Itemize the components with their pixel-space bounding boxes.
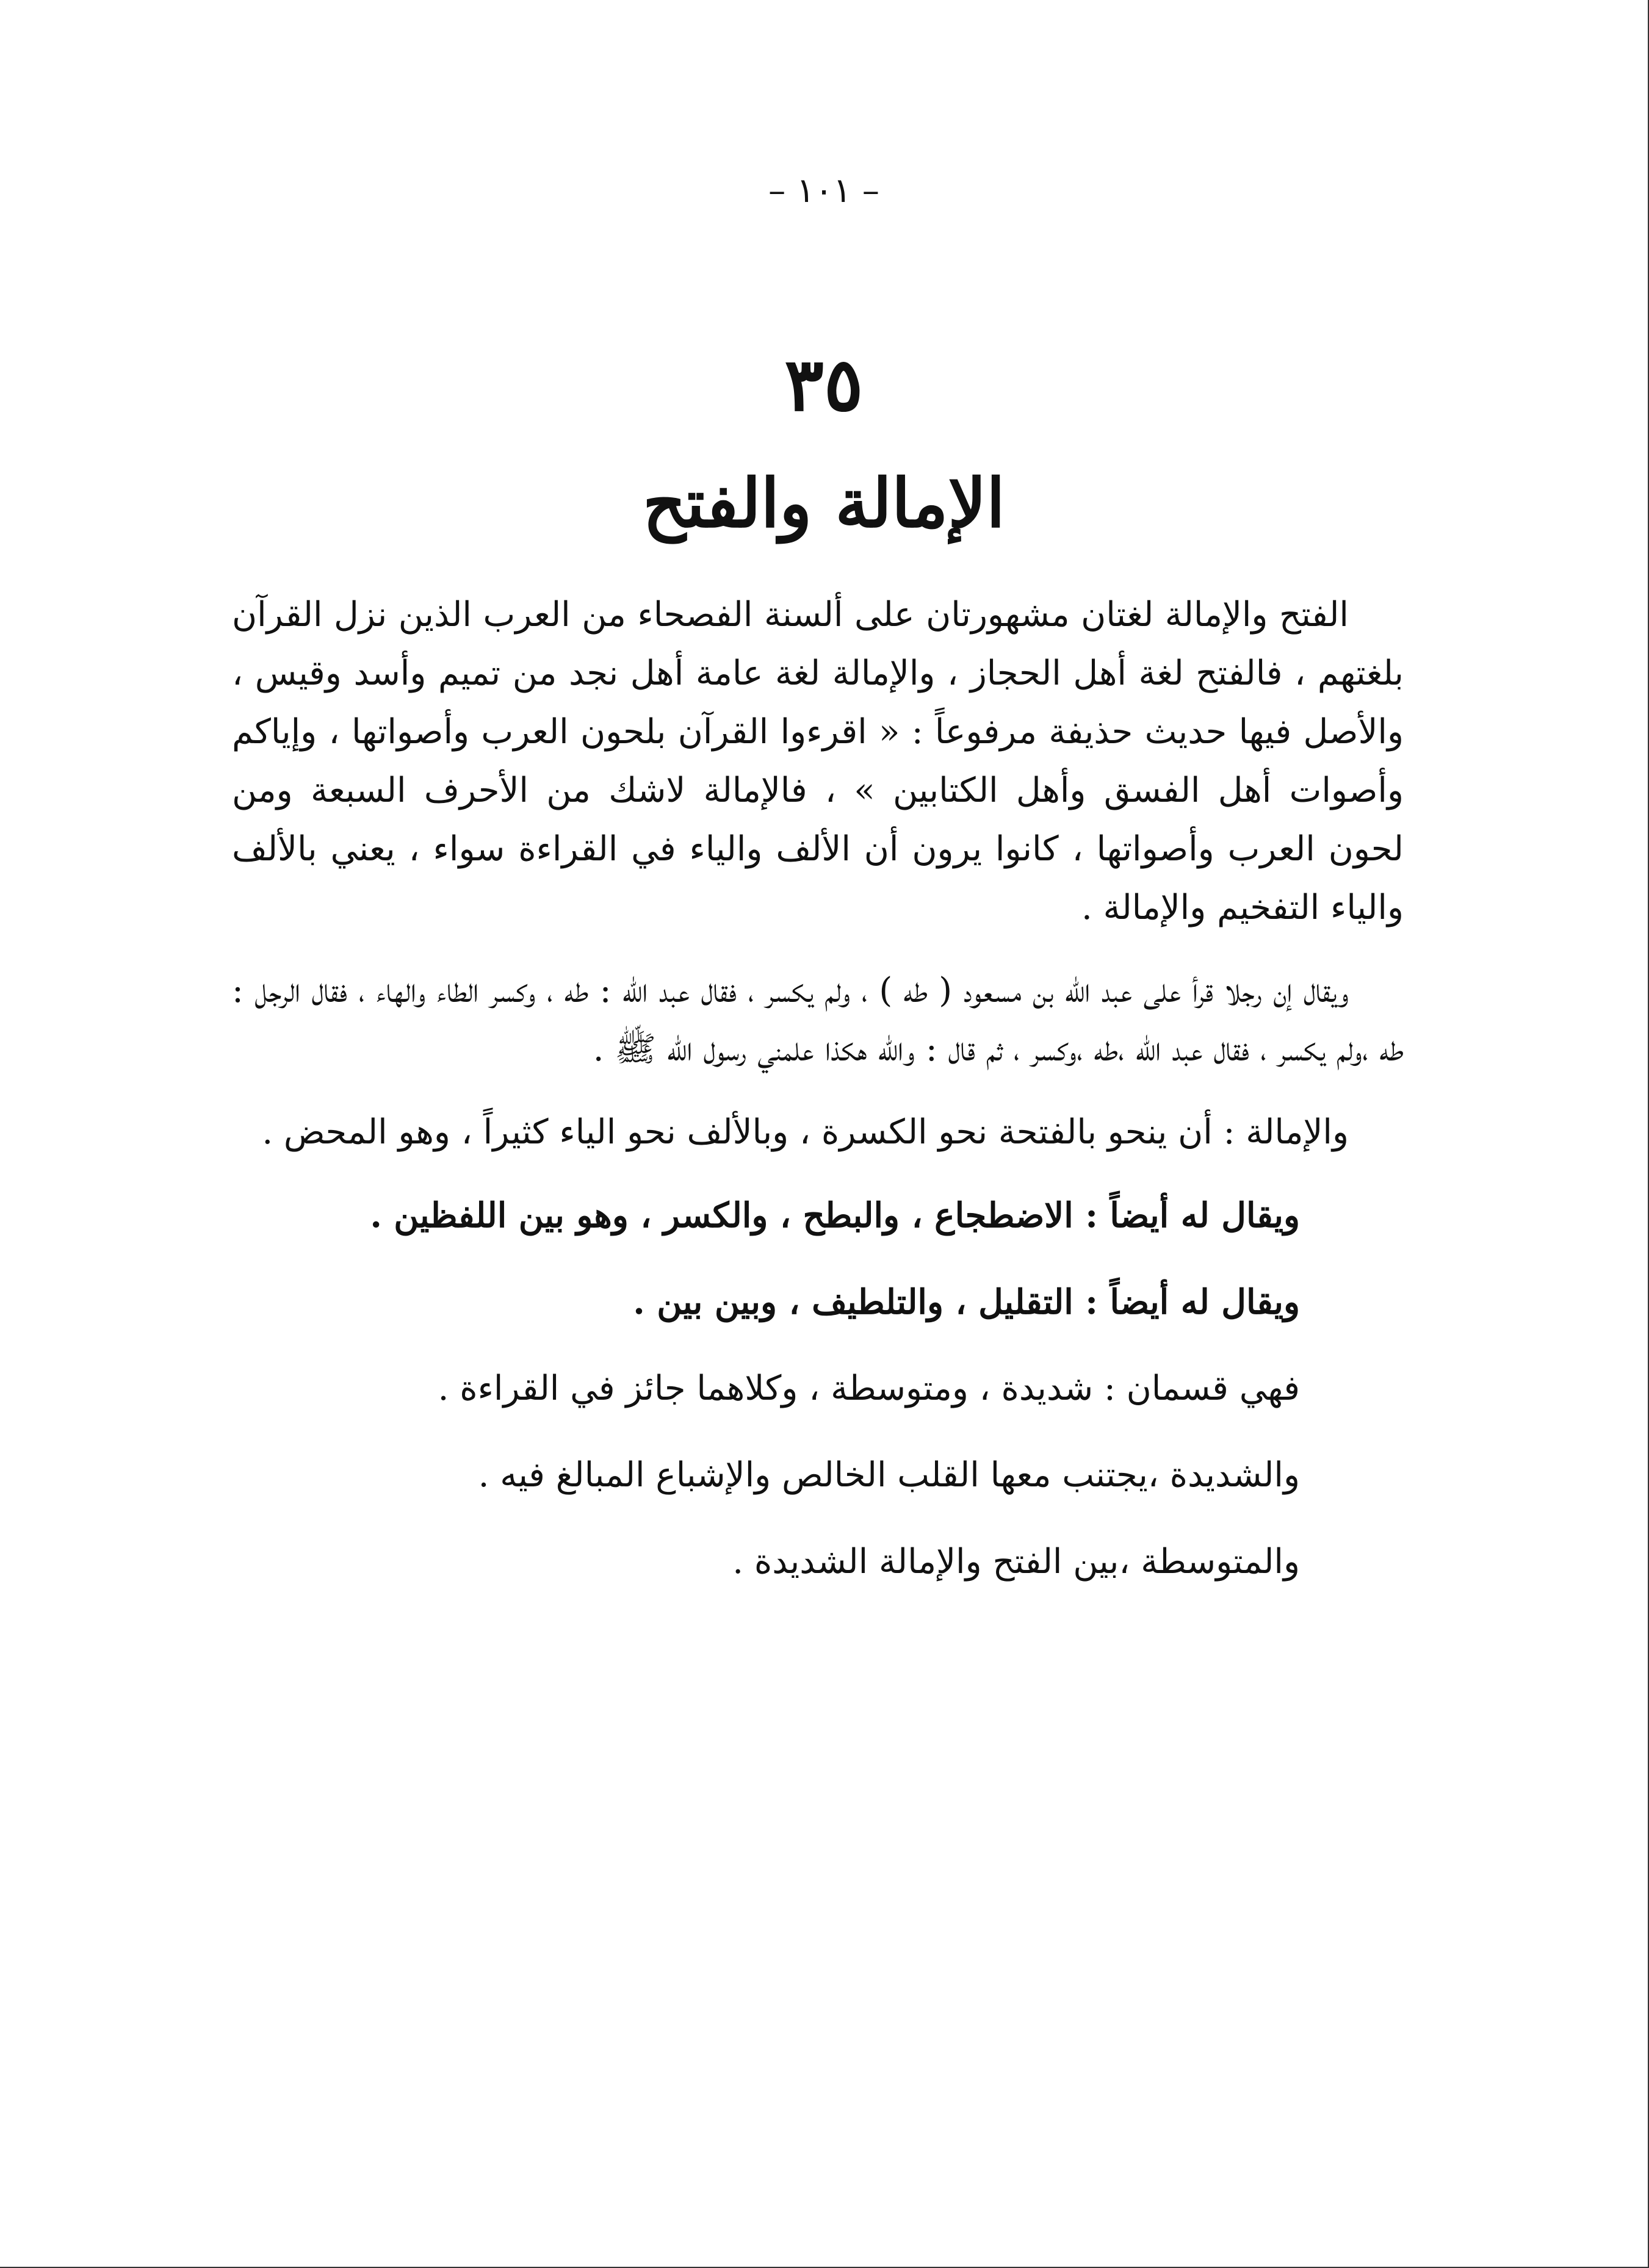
paragraph-other-names-1: ويقال له أيضاً : الاضطجاع ، والبطح ، والكسر ، وهو بين اللفظين . (370, 1195, 1300, 1236)
paragraph-anecdote: ويقال إن رجلا قرأ على عبد الله بن مسعود ( طه ) ، ولم يكسر ، فقال عبد الله : طه ، وكسر الطاء والهاء ، فقال الرجل : طه ،ولم يكسر ، فقال عبد الله ،طه ،وكسر ، ثم قال : والله هكذا علمني رسول الله ﷺ . (232, 971, 1404, 1069)
body-text (232, 586, 1404, 1619)
paragraph-definition: والإمالة : أن ينحو بالفتحة نحو الكسرة ، وبالألف نحو الياء كثيراً ، وهو المحض . (262, 1112, 1349, 1152)
paragraph-types: فهي قسمان : شديدة ، ومتوسطة ، وكلاهما جائز في القراءة . (438, 1369, 1300, 1408)
chapter-number: ٣٥ (784, 342, 864, 428)
chapter-title: الإمالة والفتح (643, 464, 1005, 542)
paragraph-other-names-2: ويقال له أيضاً : التقليل ، والتلطيف ، وبين بين . (633, 1282, 1300, 1322)
paragraph-moderate: والمتوسطة ،بين الفتح والإمالة الشديدة . (732, 1542, 1300, 1582)
paragraph-intro: الفتح والإمالة لغتان مشهورتان على ألسنة الفصحاء من العرب الذين نزل القرآن بلغتهم ، فالفتح لغة أهل الحجاز ، والإمالة لغة عامة أهل نجد من تميم وأسد وقيس ، والأصل فيها حديث حذيفة مرفوعاً : « اقرءوا القرآن بلحون العرب وأصواتها ، وإياكم وأصوات أهل الفسق وأهل الكتابين » ، فالإمالة لاشك من الأحرف السبعة ومن لحون العرب وأصواتها ، كانوا يرون أن الألف والياء في القراءة سواء ، يعني بالألف والياء التفخيم والإمالة . (232, 595, 1404, 927)
paragraph-severe: والشديدة ،يجتنب معها القلب الخالص والإشباع المبالغ فيه . (478, 1455, 1300, 1495)
page-number: – ١٠١ – (768, 171, 879, 211)
